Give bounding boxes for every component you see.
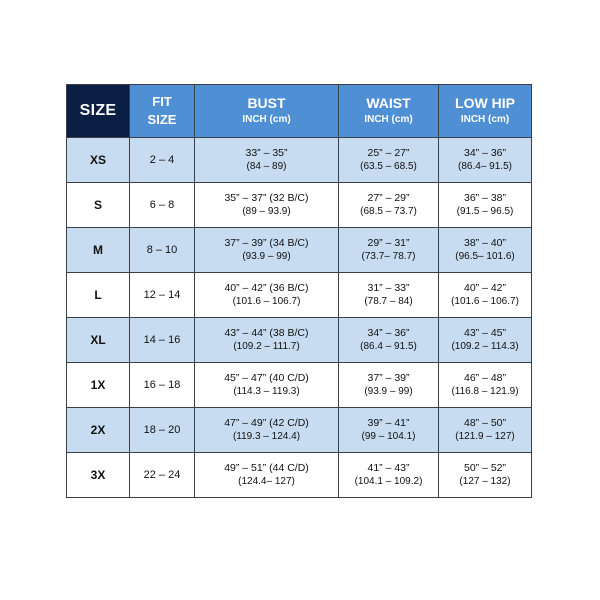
fit-size-cell <box>130 408 195 453</box>
bust-cell <box>195 228 339 273</box>
low-hip-cell-secondary: (127 – 132) <box>459 476 511 487</box>
low-hip-cell-secondary: (96.5– 101.6) <box>455 251 515 262</box>
fit-size-cell <box>130 183 195 228</box>
low-hip-header-unit: INCH (cm) <box>460 113 510 125</box>
size-cell-primary: 1X <box>90 378 106 392</box>
low-hip-header-label: LOW HIP <box>455 94 515 111</box>
low-hip-cell <box>439 363 532 408</box>
size-cell <box>67 138 130 183</box>
size-cell-primary: 3X <box>90 468 106 482</box>
size-cell-primary: M <box>93 243 103 257</box>
fit-size-cell <box>130 228 195 273</box>
low-hip-cell-secondary: (101.6 – 106.7) <box>451 296 519 307</box>
waist-cell-primary: 31” – 33” <box>367 282 410 294</box>
waist-cell <box>339 408 439 453</box>
low-hip-cell <box>439 408 532 453</box>
table-row <box>67 363 532 408</box>
waist-cell <box>339 228 439 273</box>
bust-cell <box>195 273 339 318</box>
bust-header-unit: INCH (cm) <box>242 113 291 125</box>
waist-header-unit: INCH (cm) <box>364 113 413 125</box>
bust-cell-secondary: (124.4– 127) <box>238 476 295 487</box>
low-hip-cell <box>439 183 532 228</box>
size-cell <box>67 363 130 408</box>
fit-size-cell <box>130 273 195 318</box>
bust-cell-primary: 45” – 47” (40 C/D) <box>224 372 309 384</box>
bust-cell <box>195 363 339 408</box>
waist-cell-secondary: (78.7 – 84) <box>364 296 413 307</box>
fit-size-cell <box>130 318 195 363</box>
size-cell <box>67 273 130 318</box>
bust-cell-secondary: (109.2 – 111.7) <box>233 341 300 352</box>
waist-cell-secondary: (86.4 – 91.5) <box>360 341 417 352</box>
waist-cell <box>339 318 439 363</box>
bust-cell-primary: 47” – 49” (42 C/D) <box>224 417 309 429</box>
waist-cell-secondary: (93.9 – 99) <box>364 386 413 397</box>
low-hip-cell-secondary: (121.9 – 127) <box>455 431 515 442</box>
column-header-fit-size <box>130 85 195 138</box>
low-hip-cell <box>439 138 532 183</box>
fit-size-cell-primary: 6 – 8 <box>149 199 175 211</box>
size-cell-primary: L <box>94 288 102 302</box>
low-hip-cell-primary: 36” – 38” <box>463 192 507 204</box>
waist-cell <box>339 138 439 183</box>
low-hip-cell-secondary: (91.5 – 96.5) <box>456 206 514 217</box>
fit-header-line2: SIZE <box>147 112 177 127</box>
low-hip-cell-secondary: (116.8 – 121.9) <box>451 386 519 397</box>
size-cell <box>67 453 130 498</box>
bust-cell-secondary: (114.3 – 119.3) <box>233 386 300 397</box>
bust-cell-primary: 49” – 51” (44 C/D) <box>224 462 309 474</box>
fit-size-cell <box>130 453 195 498</box>
waist-cell-primary: 25” – 27” <box>367 147 410 159</box>
waist-cell-secondary: (99 – 104.1) <box>361 431 416 442</box>
waist-cell-secondary: (104.1 – 109.2) <box>354 476 423 487</box>
fit-header-line1: FIT <box>152 94 172 109</box>
waist-cell <box>339 363 439 408</box>
low-hip-cell-primary: 34” – 36” <box>463 147 507 159</box>
bust-cell-secondary: (93.9 – 99) <box>242 251 291 262</box>
table-row <box>67 453 532 498</box>
table-row <box>67 318 532 363</box>
waist-cell-secondary: (73.7– 78.7) <box>361 251 416 262</box>
bust-cell <box>195 318 339 363</box>
column-header-waist <box>339 85 439 138</box>
column-header-low-hip <box>439 85 532 138</box>
waist-cell <box>339 453 439 498</box>
bust-cell <box>195 408 339 453</box>
bust-cell-primary: 43” – 44” (38 B/C) <box>224 327 309 339</box>
bust-cell <box>195 453 339 498</box>
low-hip-cell <box>439 318 532 363</box>
size-cell-primary: XL <box>90 333 106 347</box>
low-hip-cell <box>439 273 532 318</box>
size-cell-primary: 2X <box>90 423 106 437</box>
size-cell <box>67 318 130 363</box>
low-hip-cell <box>439 228 532 273</box>
waist-cell-primary: 29” – 31” <box>367 237 410 249</box>
size-cell <box>67 228 130 273</box>
fit-size-cell-primary: 14 – 16 <box>143 334 181 346</box>
fit-size-cell-primary: 12 – 14 <box>143 289 181 301</box>
bust-header-label: BUST <box>247 94 286 111</box>
waist-cell-secondary: (63.5 – 68.5) <box>360 161 417 172</box>
column-header-size: SIZE <box>67 85 130 138</box>
bust-cell-secondary: (89 – 93.9) <box>242 206 291 217</box>
fit-size-cell <box>130 363 195 408</box>
table-row <box>67 228 532 273</box>
low-hip-cell-primary: 40” – 42” <box>463 282 507 294</box>
size-cell-primary: XS <box>89 153 106 167</box>
low-hip-cell-primary: 48” – 50” <box>463 417 507 429</box>
size-cell-primary: S <box>93 198 102 212</box>
bust-cell <box>195 138 339 183</box>
waist-cell-primary: 34” – 36” <box>367 327 410 339</box>
bust-cell <box>195 183 339 228</box>
size-cell <box>67 183 130 228</box>
size-chart-table <box>66 84 532 498</box>
waist-cell-primary: 39” – 41” <box>367 417 410 429</box>
bust-cell-primary: 40” – 42” (36 B/C) <box>224 282 309 294</box>
bust-cell-primary: 35” – 37” (32 B/C) <box>224 192 309 204</box>
fit-size-cell-primary: 16 – 18 <box>143 379 181 391</box>
waist-cell-primary: 41” – 43” <box>367 462 410 474</box>
table-row <box>67 138 532 183</box>
header-row <box>67 85 532 138</box>
bust-cell-secondary: (119.3 – 124.4) <box>232 431 301 442</box>
fit-size-cell-primary: 22 – 24 <box>143 469 181 481</box>
bust-cell-secondary: (84 – 89) <box>246 161 287 172</box>
low-hip-cell-primary: 46” – 48” <box>463 372 507 384</box>
table-row <box>67 408 532 453</box>
bust-cell-primary: 33” – 35” <box>245 147 288 159</box>
low-hip-cell-secondary: (109.2 – 114.3) <box>451 341 519 352</box>
fit-size-cell-primary: 18 – 20 <box>143 424 181 436</box>
low-hip-cell-primary: 50” – 52” <box>463 462 507 474</box>
bust-cell-primary: 37” – 39” (34 B/C) <box>224 237 309 249</box>
low-hip-cell-primary: 38” – 40” <box>463 237 507 249</box>
waist-cell-secondary: (68.5 – 73.7) <box>360 206 417 217</box>
fit-size-cell-primary: 2 – 4 <box>149 154 175 166</box>
bust-cell-secondary: (101.6 – 106.7) <box>232 296 301 307</box>
table-row <box>67 183 532 228</box>
waist-cell <box>339 183 439 228</box>
size-table-body <box>67 138 532 498</box>
column-header-bust <box>195 85 339 138</box>
waist-cell-primary: 37” – 39” <box>367 372 410 384</box>
waist-header-label: WAIST <box>366 94 411 111</box>
waist-cell-primary: 27” – 29” <box>367 192 410 204</box>
low-hip-cell-primary: 43” – 45” <box>463 327 507 339</box>
table-row <box>67 273 532 318</box>
waist-cell <box>339 273 439 318</box>
fit-size-cell-primary: 8 – 10 <box>146 244 178 256</box>
low-hip-cell-secondary: (86.4– 91.5) <box>458 161 512 172</box>
size-cell <box>67 408 130 453</box>
low-hip-cell <box>439 453 532 498</box>
fit-size-cell <box>130 138 195 183</box>
